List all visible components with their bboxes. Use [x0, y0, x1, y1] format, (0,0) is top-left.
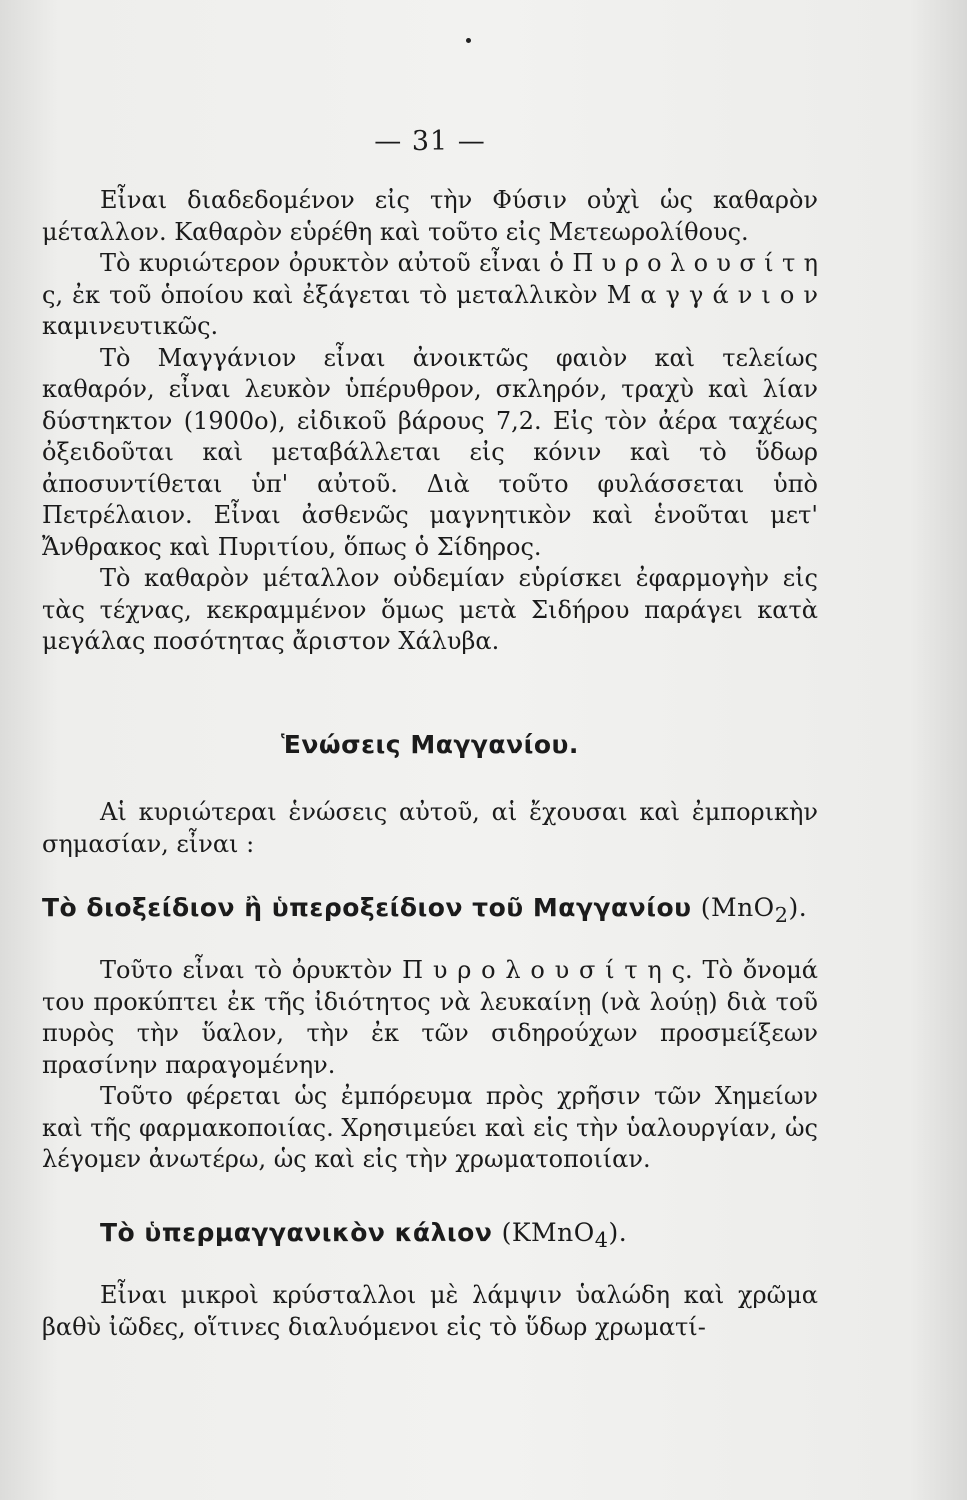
section-intro: Αἱ κυριώτεραι ἑνώσεις αὐτοῦ, αἱ ἔχουσαι καὶ ἐμπορικὴν σημασίαν, εἶναι :	[42, 798, 818, 858]
speck-mark	[466, 38, 471, 43]
page-number: — 31 —	[374, 126, 486, 157]
section-intro-block	[42, 797, 818, 860]
paragraph: Τοῦτο εἶναι τὸ ὀρυκτὸν Π υ ρ ο λ ο υ σ ί τ η ς. Τὸ ὄνομά του προκύπτει ἐκ τῆς ἰδιότητος νὰ λευκαίνῃ (νὰ λούῃ) διὰ τοῦ πυρὸς τὴν ὕαλον, τὴν ἐκ τῶν σιδηρούχων προσμείξεων πρασίνην παραγομένην.	[42, 956, 818, 1079]
subheading-mno2	[42, 893, 818, 927]
paragraph: Εἶναι διαδεδομένον εἰς τὴν Φύσιν οὐχὶ ὡς καθαρὸν μέταλλον. Καθαρὸν εὑρέθη καὶ τοῦτο εἰς Μετεωρολίθους.	[42, 186, 818, 246]
section-heading: Ἑνώσεις Μαγγανίου.	[281, 730, 579, 759]
subheading-title: Τὸ διοξείδιον ἢ ὑπεροξείδιον τοῦ Μαγγανίου	[42, 893, 692, 922]
chemical-formula: (KMnO$_4$).	[501, 1218, 628, 1252]
paragraph: Τὸ καθαρὸν μέταλλον οὐδεμίαν εὑρίσκει ἐφαρμογὴν εἰς τὰς τέχνας, κεκραμμένον ὅμως μετὰ Σιδήρου παράγει κατὰ μεγάλας ποσότητας ἄριστον Χάλυβα.	[42, 564, 818, 655]
subheading-kmno4	[100, 1218, 820, 1252]
paragraph: Τὸ κυριώτερον ὀρυκτὸν αὐτοῦ εἶναι ὁ Π υ ρ ο λ ο υ σ ί τ η ς, ἐκ τοῦ ὁποίου καὶ ἐξάγεται τὸ μεταλλικὸν Μ α γ γ ά ν ι ο ν καμινευτικῶς.	[42, 249, 818, 340]
body-text-mno2	[42, 955, 818, 1176]
paragraph: Τὸ Μαγγάνιον εἶναι ἀνοικτῶς φαιὸν καὶ τελείως καθαρόν, εἶναι λευκὸν ὑπέρυθρον, σκληρόν, τραχὺ καὶ λίαν δύστηκτον (1900ο), εἰδικοῦ βάρους 7,2. Εἰς τὸν ἀέρα ταχέως ὀξειδοῦται καὶ μεταβάλλεται εἰς κόνιν καὶ τὸ ὕδωρ ἀποσυντίθεται ὑπ' αὐτοῦ. Διὰ τοῦτο φυλάσσεται ὑπὸ Πετρέλαιον. Εἶναι ἀσθενῶς μαγνητικὸν καὶ ἑνοῦται μετ' Ἄνθρακος καὶ Πυριτίου, ὅπως ὁ Σίδηρος.	[42, 343, 818, 561]
subheading-title: Τὸ ὑπερμαγγανικὸν κάλιον	[100, 1218, 493, 1247]
chemical-formula: (MnO$_2$).	[700, 893, 808, 927]
paragraph: Τοῦτο φέρεται ὡς ἐμπόρευμα πρὸς χρῆσιν τῶν Χημείων καὶ τῆς φαρμακοποιίας. Χρησιμεύει καὶ εἰς τὴν ὑαλουργίαν, ὡς λέγομεν ἀνωτέρω, ὡς καὶ εἰς τὴν χρωματοποιίαν.	[42, 1082, 818, 1173]
body-text-kmno4	[42, 1280, 818, 1343]
paragraph: Εἶναι μικροὶ κρύσταλλοι μὲ λάμψιν ὑαλώδη καὶ χρῶμα βαθὺ ἰῶδες, οἵτινες διαλυόμενοι εἰς τὸ ὕδωρ χρωματί-	[42, 1281, 818, 1341]
body-text-top	[42, 185, 818, 658]
